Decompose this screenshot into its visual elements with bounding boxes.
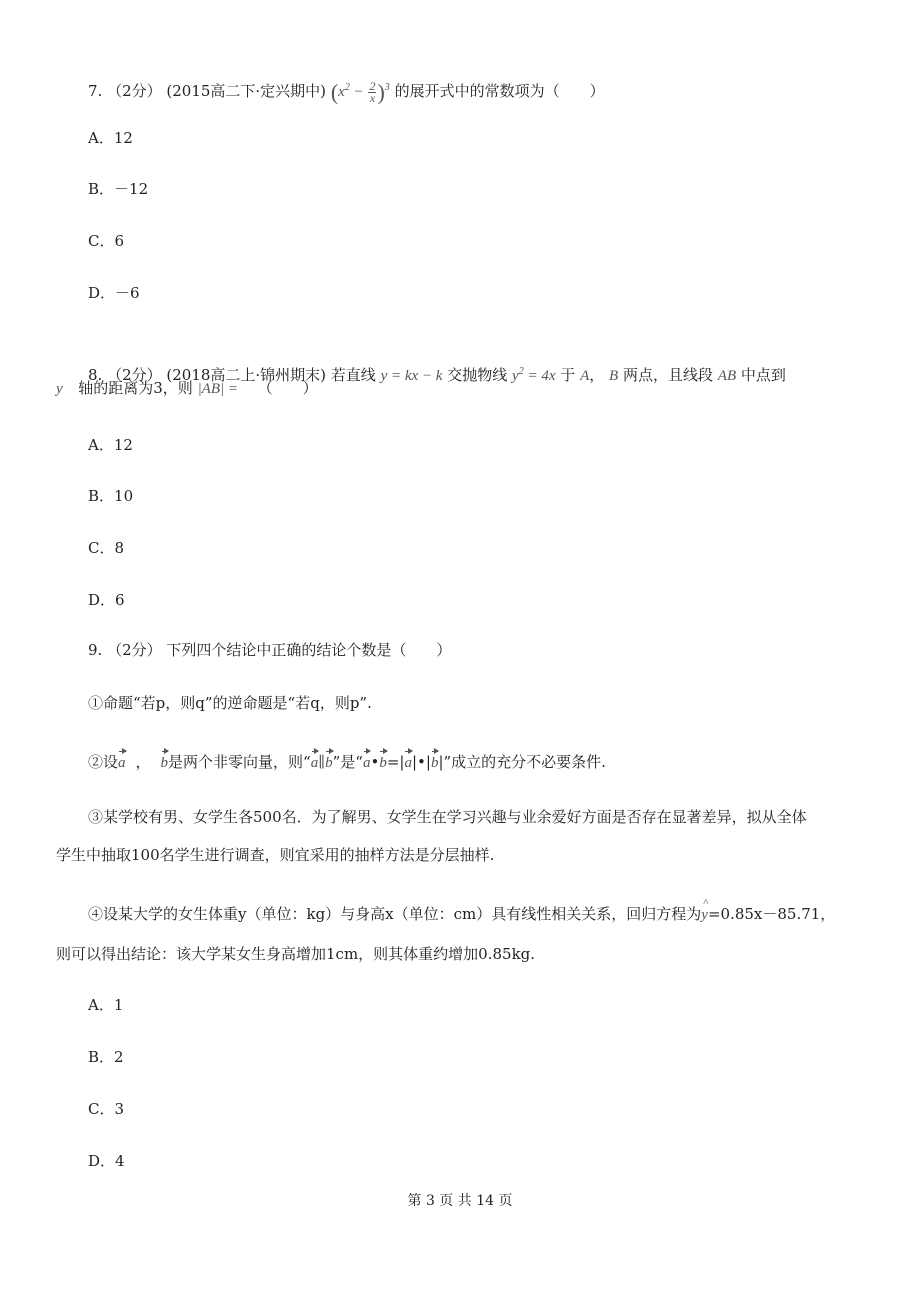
- question-8-option-a: A．12: [88, 436, 133, 454]
- question-8-stem-line2: y 轴的距离为3，则 |AB| = （ ）: [56, 379, 318, 397]
- question-9-statement-4-line1: ④设某大学的女生体重y（单位：kg）与身高x（单位：cm）具有线性相关关系，回归方程为^ y=0.85x－85.71，: [88, 904, 835, 925]
- question-9-option-c: C．3: [88, 1100, 125, 1118]
- question-8-axis-y: y: [56, 381, 63, 397]
- regression-y-hat: ^ y: [701, 905, 708, 925]
- question-7-option-c: C．6: [88, 232, 125, 250]
- question-7-stem: [88, 78, 605, 104]
- question-7-option-d: D．－6: [88, 284, 140, 302]
- question-7-formula: ($x^2$ − $\frac{2}{x}$ )$^3$: [330, 79, 390, 106]
- question-9-statement-4-line2: 则可以得出结论：该大学某女生身高增加1cm，则其体重约增加0.85kg.: [56, 945, 536, 963]
- question-9-option-a: A．1: [88, 996, 124, 1014]
- question-7-prefix: 7. （2分） (2015高二下·定兴期中): [88, 82, 327, 100]
- question-9-option-b: B．2: [88, 1048, 124, 1066]
- question-7-option-b: B．－12: [88, 180, 149, 198]
- question-8-point-a: A: [580, 368, 590, 384]
- question-9-stem: 9. （2分） 下列四个结论中正确的结论个数是（ ）: [88, 641, 452, 659]
- question-8-option-d: D．6: [88, 591, 125, 609]
- question-8-segment: AB: [717, 368, 737, 384]
- question-9-option-d: D．4: [88, 1152, 125, 1170]
- question-9-statement-3-line1: ③某学校有男、女学生各500名．为了解男、女学生在学习兴趣与业余爱好方面是否存在显著差异，拟从全体: [88, 808, 807, 826]
- question-7-suffix: 的展开式中的常数项为（ ）: [394, 82, 605, 100]
- question-8-line-equation: y = kx − k: [380, 368, 443, 384]
- question-8-parabola-equation: $y^2 = 4x$: [512, 366, 556, 384]
- question-8-option-b: B．10: [88, 487, 134, 505]
- vector-b: b: [160, 755, 169, 771]
- question-9-statement-3-line2: 学生中抽取100名学生进行调查，则宜采用的抽样方法是分层抽样.: [56, 846, 495, 864]
- page-footer: 第 3 页 共 14 页: [407, 1193, 513, 1209]
- question-8-prefix: 8. （2分） (2018高二上·锦州期末) 若直线: [88, 366, 376, 384]
- question-8-option-c: C．8: [88, 539, 125, 557]
- question-8-point-b: B: [609, 368, 619, 384]
- question-8-stem-line1: 8. （2分） (2018高二上·锦州期末) 若直线 y = kx − k 交抛物线 $y^2 = 4x$ 于 A， B 两点，且线段 AB 中点到: [88, 366, 786, 384]
- question-7-option-a: A．12: [88, 129, 133, 147]
- question-9-statement-1: ①命题“若p，则q”的逆命题是“若q，则p”.: [88, 694, 372, 712]
- question-9-statement-2: ②设a ， b是两个非零向量，则“a∥b”是“a•b=|a|•|b|”成立的充分不必要条件.: [88, 753, 606, 771]
- question-8-abs-ab: |AB| =: [197, 381, 239, 397]
- vector-a: a: [118, 755, 126, 771]
